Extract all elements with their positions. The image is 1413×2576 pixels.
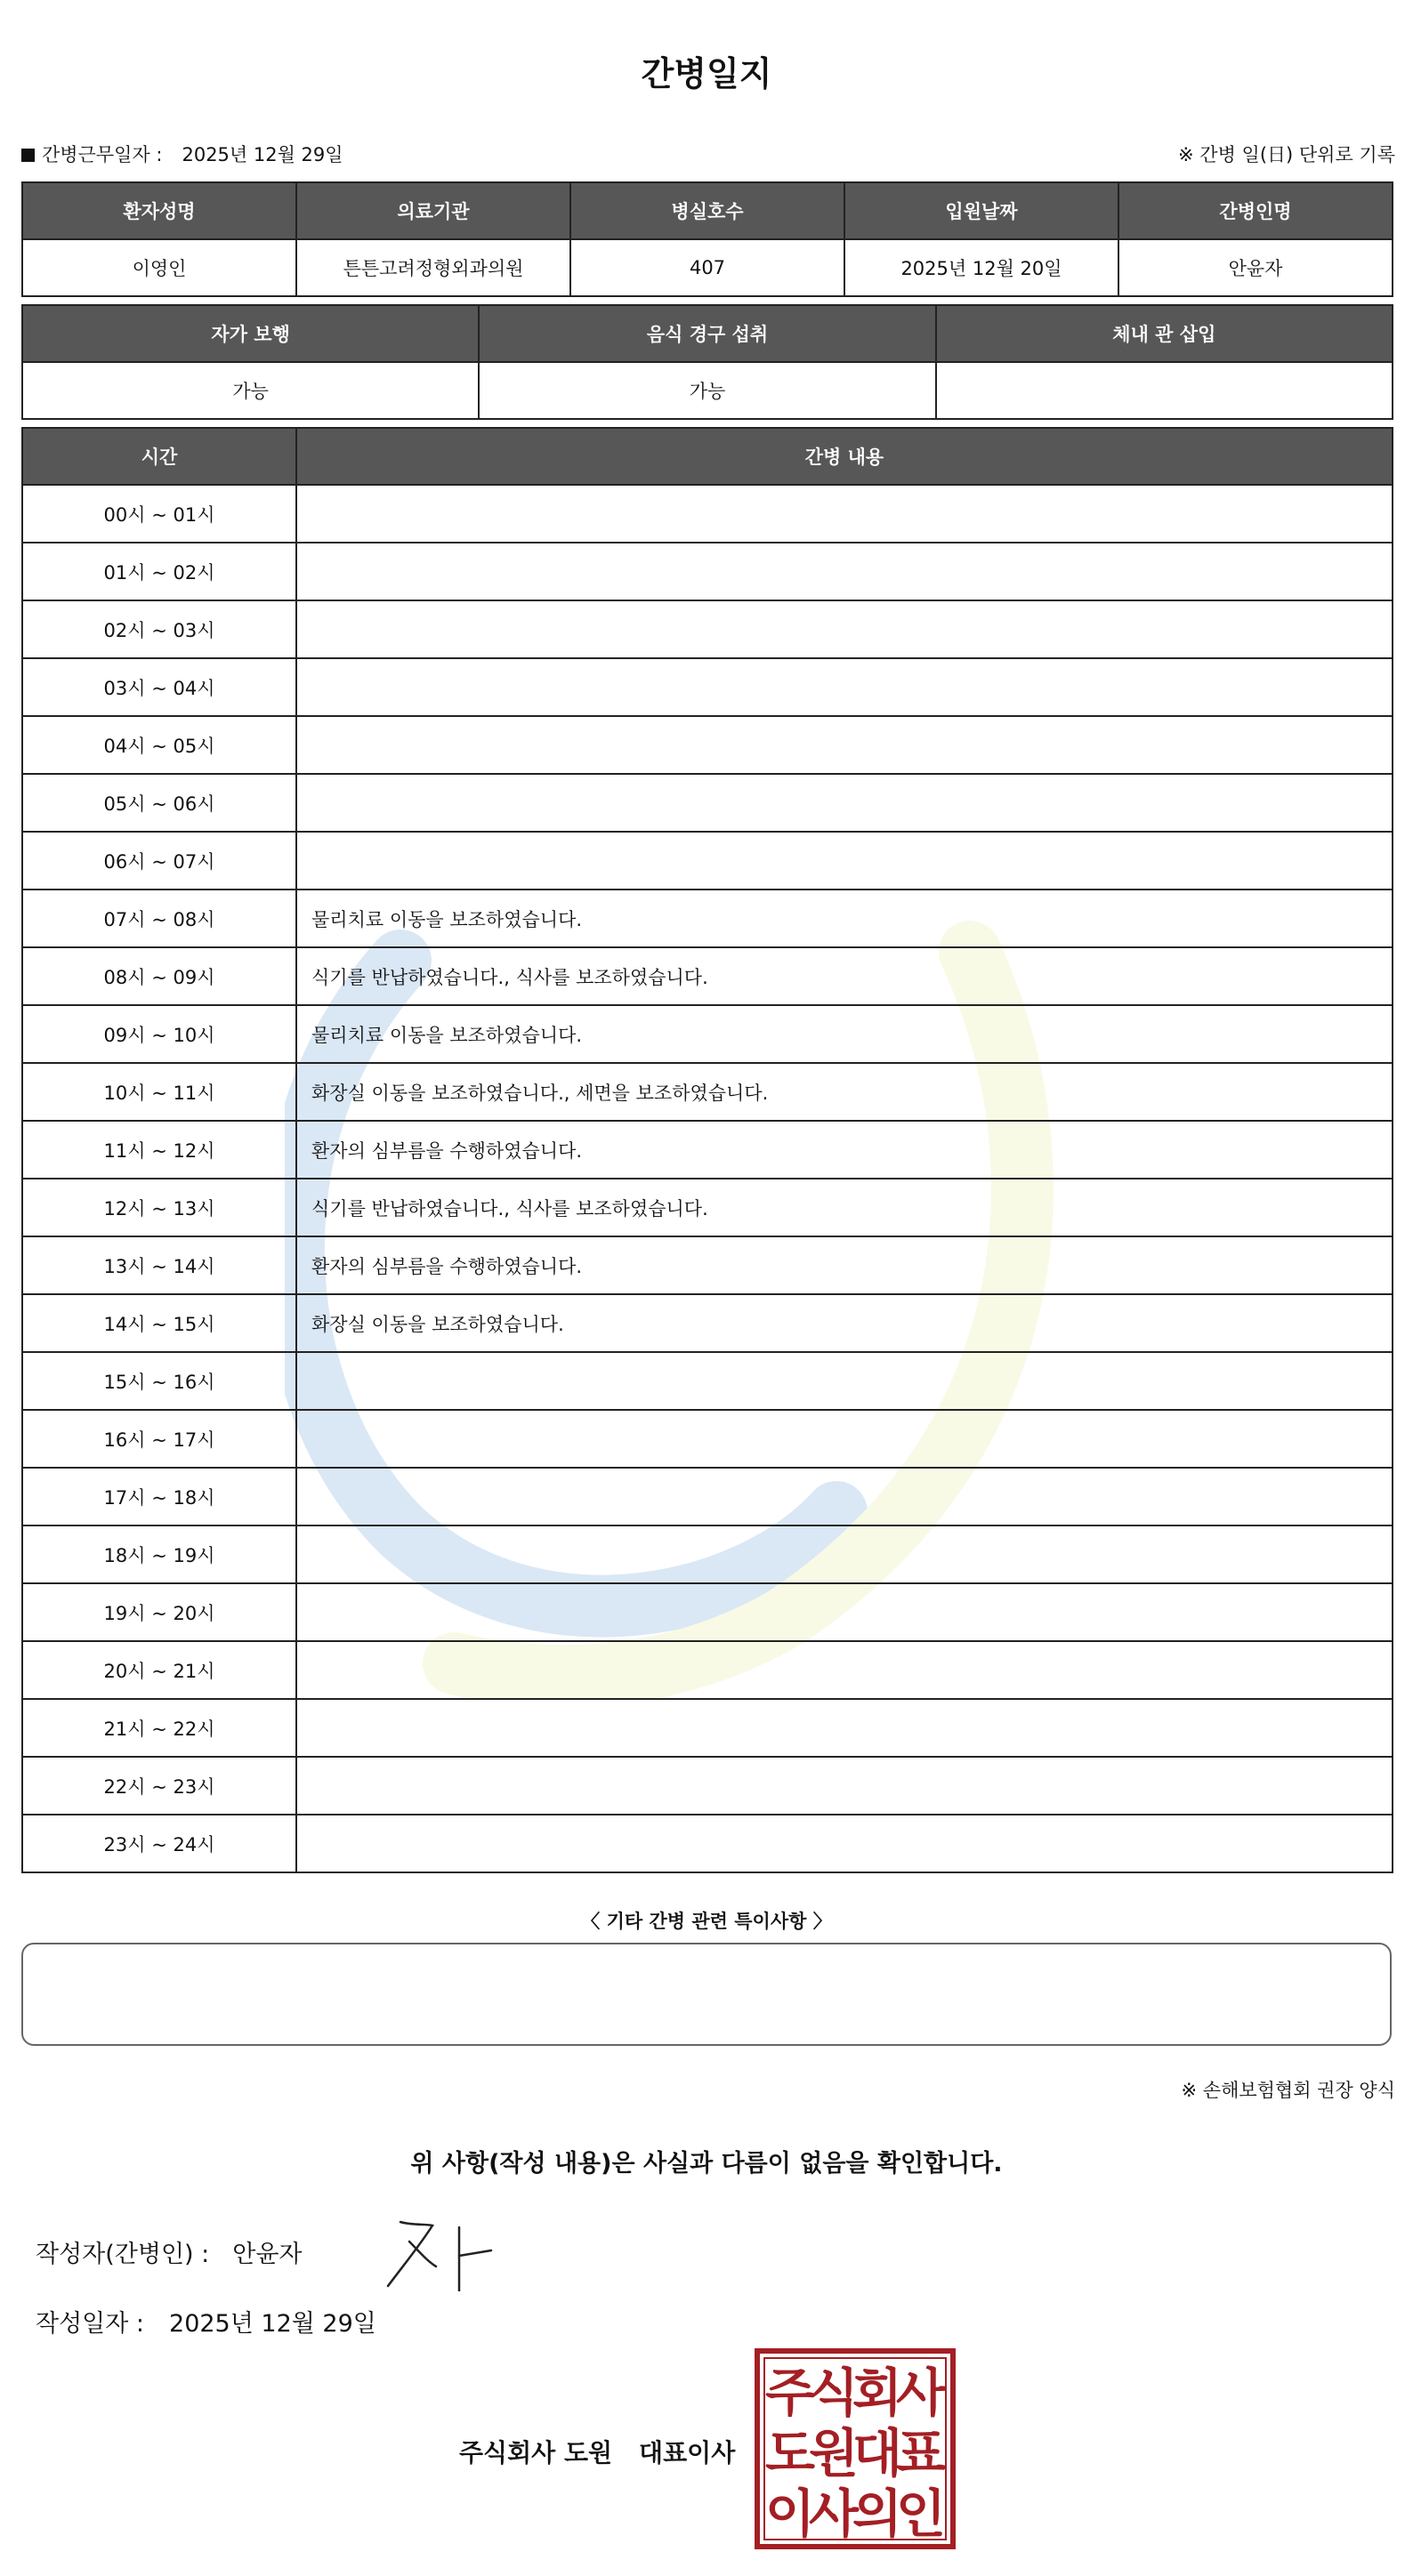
care-content-cell [296,832,1393,890]
admission-date: 2025년 12월 20일 [844,239,1118,296]
company-line [459,2434,735,2469]
care-log-table [21,427,1393,1873]
care-content-cell: 환자의 심부름을 수행하였습니다. [296,1121,1393,1179]
page-title: 간병일지 [641,54,772,93]
seal-char: 인 [895,2483,947,2544]
table-row [22,1583,1393,1641]
table-row [22,1063,1393,1121]
care-content-cell [296,485,1393,543]
work-date-line [21,141,343,167]
care-content-cell [296,600,1393,658]
care-content-cell: 화장실 이동을 보조하였습니다., 세면을 보조하였습니다. [296,1063,1393,1121]
table-row [22,1641,1393,1699]
care-content-cell [296,658,1393,716]
time-cell: 12시 ~ 13시 [22,1179,296,1236]
care-content-cell [296,774,1393,832]
header-room-number: 병실호수 [570,182,844,239]
table-row [22,1410,1393,1468]
care-content-cell [296,1352,1393,1410]
confirmation-statement: 위 사항(작성 내용)은 사실과 다름이 없음을 확인합니다. [410,2150,1003,2178]
time-cell: 06시 ~ 07시 [22,832,296,890]
time-cell: 15시 ~ 16시 [22,1352,296,1410]
table-row [22,1525,1393,1583]
seal-char: 의 [852,2483,903,2544]
tube-insertion-value [936,362,1393,419]
time-cell: 21시 ~ 22시 [22,1699,296,1757]
header-hospital: 의료기관 [296,182,570,239]
care-content-cell: 물리치료 이동을 보조하였습니다. [296,890,1393,947]
header-patient-name: 환자성명 [22,182,296,239]
writer-label: 작성자(간병인) : [36,2241,210,2268]
seal-char: 주 [764,2363,816,2423]
table-row [22,1005,1393,1063]
table-row [22,947,1393,1005]
care-content-cell [296,1468,1393,1525]
time-cell: 13시 ~ 14시 [22,1236,296,1294]
header-oral-intake: 음식 경구 섭취 [479,305,935,362]
time-cell: 14시 ~ 15시 [22,1294,296,1352]
time-cell: 18시 ~ 19시 [22,1525,296,1583]
header-time: 시간 [22,428,296,485]
company-name: 주식회사 도원 [459,2438,613,2467]
header-self-walking: 자가 보행 [22,305,479,362]
header-care-content: 간병 내용 [296,428,1393,485]
notes-title: 〈 기타 간병 관련 특이사항 〉 [581,1911,832,1932]
table-row [22,890,1393,947]
table-row [22,1121,1393,1179]
table-row [22,1179,1393,1236]
square-bullet-icon [21,149,35,162]
table-row [22,832,1393,890]
time-cell: 20시 ~ 21시 [22,1641,296,1699]
time-cell: 01시 ~ 02시 [22,543,296,600]
table-row [22,1236,1393,1294]
write-date-value: 2025년 12월 29일 [169,2310,376,2338]
time-cell: 05시 ~ 06시 [22,774,296,832]
header-admission-date: 입원날짜 [844,182,1118,239]
care-content-cell [296,1699,1393,1757]
seal-char: 도 [764,2423,816,2483]
oral-intake-value: 가능 [479,362,935,419]
time-cell: 17시 ~ 18시 [22,1468,296,1525]
write-date-label: 작성일자 : [36,2310,145,2338]
time-cell: 09시 ~ 10시 [22,1005,296,1063]
writer-line [36,2234,303,2269]
seal-char: 사 [808,2483,860,2544]
time-cell: 10시 ~ 11시 [22,1063,296,1121]
care-content-cell [296,1525,1393,1583]
time-cell: 02시 ~ 03시 [22,600,296,658]
time-cell: 08시 ~ 09시 [22,947,296,1005]
care-content-cell: 환자의 심부름을 수행하였습니다. [296,1236,1393,1294]
care-content-cell [296,1583,1393,1641]
table-row [22,1294,1393,1352]
table-row [22,658,1393,716]
care-content-cell: 식기를 반납하였습니다., 식사를 보조하였습니다. [296,1179,1393,1236]
signature-icon [383,2215,498,2291]
patient-status-table [21,304,1393,420]
room-number: 407 [570,239,844,296]
time-cell: 04시 ~ 05시 [22,716,296,774]
time-cell: 00시 ~ 01시 [22,485,296,543]
record-unit-note: ※ 간병 일(日) 단위로 기록 [1178,144,1395,165]
seal-char: 표 [895,2423,947,2483]
table-row [22,1699,1393,1757]
table-row [22,1815,1393,1872]
patient-info-table [21,181,1393,297]
seal-char: 식 [808,2363,860,2423]
header-caregiver-name: 간병인명 [1118,182,1393,239]
care-content-cell: 물리치료 이동을 보조하였습니다. [296,1005,1393,1063]
write-date-line [36,2304,376,2339]
recommended-form-note: ※ 손해보험협회 권장 양식 [1181,2080,1395,2101]
seal-char: 이 [764,2483,816,2544]
seal-char: 대 [852,2423,903,2483]
table-row [22,485,1393,543]
table-row [22,1757,1393,1815]
care-content-cell [296,1641,1393,1699]
care-content-cell: 화장실 이동을 보조하였습니다. [296,1294,1393,1352]
care-content-cell: 식기를 반납하였습니다., 식사를 보조하였습니다. [296,947,1393,1005]
seal-char: 사 [895,2363,947,2423]
company-seal-icon [755,2348,956,2549]
header-tube-insertion: 체내 관 삽입 [936,305,1393,362]
work-date-value: 2025년 12월 29일 [182,144,343,165]
table-row [22,1352,1393,1410]
time-cell: 22시 ~ 23시 [22,1757,296,1815]
work-date-label: 간병근무일자 : [42,144,163,165]
table-row [22,543,1393,600]
table-row [22,1468,1393,1525]
patient-name: 이영인 [22,239,296,296]
self-walking-value: 가능 [22,362,479,419]
caregiver-name: 안윤자 [1118,239,1393,296]
writer-name: 안윤자 [232,2241,303,2268]
seal-char: 원 [808,2423,860,2483]
company-role: 대표이사 [639,2438,736,2467]
care-content-cell [296,1757,1393,1815]
table-row [22,716,1393,774]
notes-box [21,1943,1392,2046]
time-cell: 16시 ~ 17시 [22,1410,296,1468]
hospital-name: 튼튼고려정형외과의원 [296,239,570,296]
time-cell: 03시 ~ 04시 [22,658,296,716]
care-content-cell [296,543,1393,600]
care-content-cell [296,716,1393,774]
time-cell: 07시 ~ 08시 [22,890,296,947]
time-cell: 23시 ~ 24시 [22,1815,296,1872]
time-cell: 11시 ~ 12시 [22,1121,296,1179]
care-content-cell [296,1815,1393,1872]
care-content-cell [296,1410,1393,1468]
table-row [22,600,1393,658]
time-cell: 19시 ~ 20시 [22,1583,296,1641]
table-row [22,774,1393,832]
seal-char: 회 [852,2363,903,2423]
